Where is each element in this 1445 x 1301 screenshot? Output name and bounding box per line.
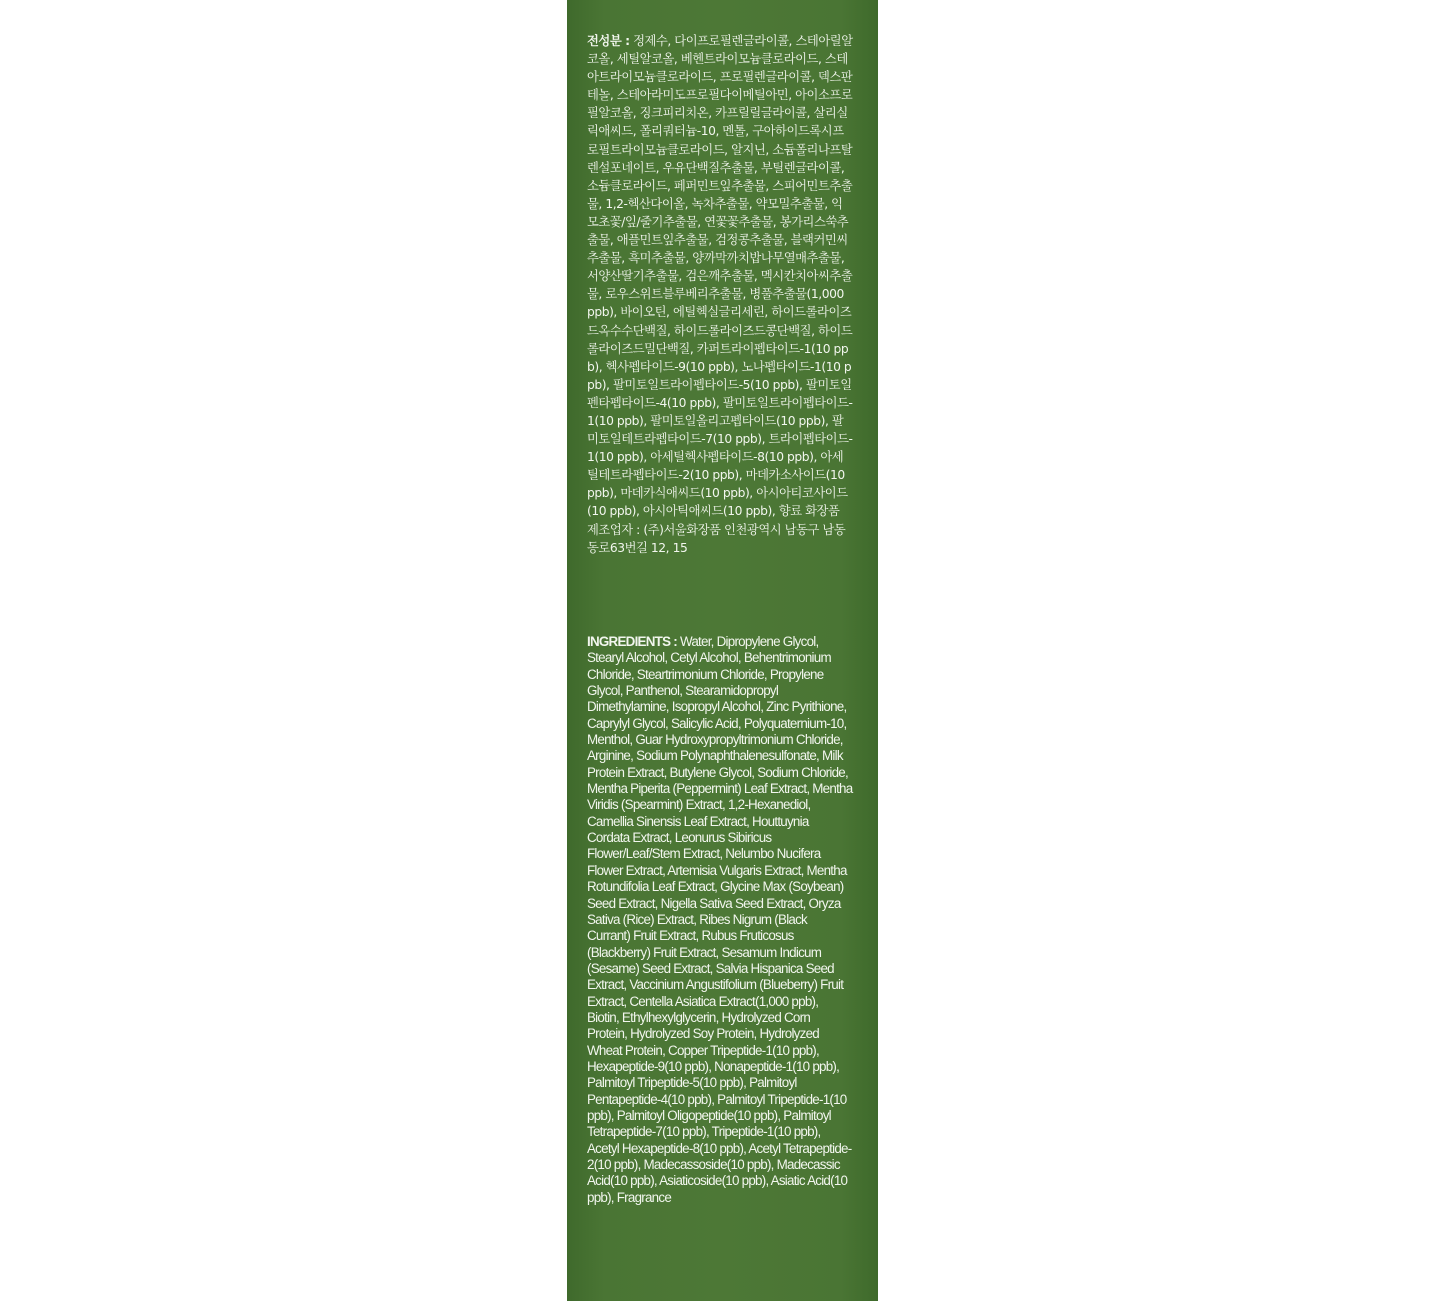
english-ingredients-text: Water, Dipropylene Glycol, Stearyl Alcohol, Cetyl Alcohol, Behentrimonium Chloride, Steartrimonium Chloride, Propylene Glycol, Panthenol, Stearamidopropyl Dimethylamine, Isopropyl Alcohol, Zinc Pyrithione, Caprylyl Glycol, Salicylic Acid, Polyquaternium-10, Menthol, Guar Hydroxypropyltrimonium Chloride, Arginine, Sodium Polynaphthalenesulfonate, Milk Protein Extract, Butylene Glycol, Sodium Chloride, Mentha Piperita (Peppermint) Leaf Extract, Mentha Viridis (Spearmint) Extract, 1,2-Hexanediol, Camellia Sinensis Leaf Extract, Houttuynia Cordata Extract, Leonurus Sibiricus Flower/Leaf/Stem Extract, Nelumbo Nucifera Flower Extract, Artemisia Vulgaris Extract, Mentha Rotundifolia Leaf Extract, Glycine Max (Soybean) Seed Extract, Nigella Sativa Seed Extract, Oryza Sativa (Rice) Extract, Ribes Nigrum (Black Currant) Fruit Extract, Rubus Fruticosus (Blackberry) Fruit Extract, Sesamum Indicum (Sesame) Seed Extract, Salvia Hispanica Seed Extract, Vaccinium Angustifolium (Blueberry) Fruit Extract, Centella Asiatica Extract(1,000 ppb), Biotin, Ethylhexylglycerin, Hydrolyzed Corn Protein, Hydrolyzed Soy Protein, Hydrolyzed Wheat Protein, Copper Tripeptide-1(10 ppb), Hexapeptide-9(10 ppb), Nonapeptide-1(10 ppb), Palmitoyl Tripeptide-5(10 ppb), Palmitoyl Pentapeptide-4(10 ppb), Palmitoyl Tripeptide-1(10 ppb), Palmitoyl Oligopeptide(10 ppb), Palmitoyl Tetrapeptide-7(10 ppb), Tripeptide-1(10 ppb), Acetyl Hexapeptide-8(10 ppb), Acetyl Tetrapeptide-2(10 ppb), Madecassoside(10 ppb), Madecassic Acid(10 ppb), Asiaticoside(10 ppb), Asiatic Acid(10 ppb), Fragrance [587,634,853,1205]
manufacturer-text: 제조업자 : (주)서울화장품 인천광역시 남동구 남동동로63번길 12, 15 [587,522,846,555]
english-ingredients-label: INGREDIENTS : [587,634,677,649]
english-ingredients-block [587,634,853,1206]
ingredients-panel [567,0,878,1301]
korean-ingredients-text: 정제수, 다이프로필렌글라이콜, 스테아릴알코올, 세틸알코올, 베헨트라이모늄클로라이드, 스테아트라이모늄클로라이드, 프로필렌글라이콜, 덱스판테놀, 스테아라미도프로필다이메틸아민, 아이소프로필알코올, 징크피리치온, 카프릴릴글라이콜, 살리실릭애씨드, 폴리쿼터늄-10, 멘톨, 구아하이드록시프로필트라이모늄클로라이드, 알지닌, 소듐폴리나프탈렌설포네이트, 우유단백질추출물, 부틸렌글라이콜, 소듐클로라이드, 페퍼민트잎추출물, 스피어민트추출물, 1,2-헥산다이올, 녹차추출물, 약모밀추출물, 익모초꽃/잎/줄기추출물, 연꽃꽃추출물, 봉가리스쑥추출물, 애플민트잎추출물, 검정콩추출물, 블랙커민씨추출물, 흑미추출물, 양까막까치밥나무열매추출물, 서양산딸기추출물, 검은깨추출물, 멕시칸치아씨추출물, 로우스위트블루베리추출물, 병풀추출물(1,000 ppb), 바이오틴, 에틸헥실글리세린, 하이드롤라이즈드옥수수단백질, 하이드롤라이즈드콩단백질, 하이드롤라이즈드밀단백질, 카퍼트라이펩타이드-1(10 ppb), 헥사펩타이드-9(10 ppb), 노나펩타이드-1(10 ppb), 팔미토일트라이펩타이드-5(10 ppb), 팔미토일펜타펩타이드-4(10 ppb), 팔미토일트라이펩타이드-1(10 ppb), 팔미토일올리고펩타이드(10 ppb), 팔미토일테트라펩타이드-7(10 ppb), 트라이펩타이드-1(10 ppb), 아세틸헥사펩타이드-8(10 ppb), 아세틸테트라펩타이드-2(10 ppb), 마데카소사이드(10 ppb), 마데카식애씨드(10 ppb), 아시아티코사이드(10 ppb), 아시아틱애씨드(10 ppb), 향료 화장품 [587,34,853,519]
korean-ingredients-label: 전성분 : [587,34,630,48]
korean-ingredients-block [587,32,853,557]
